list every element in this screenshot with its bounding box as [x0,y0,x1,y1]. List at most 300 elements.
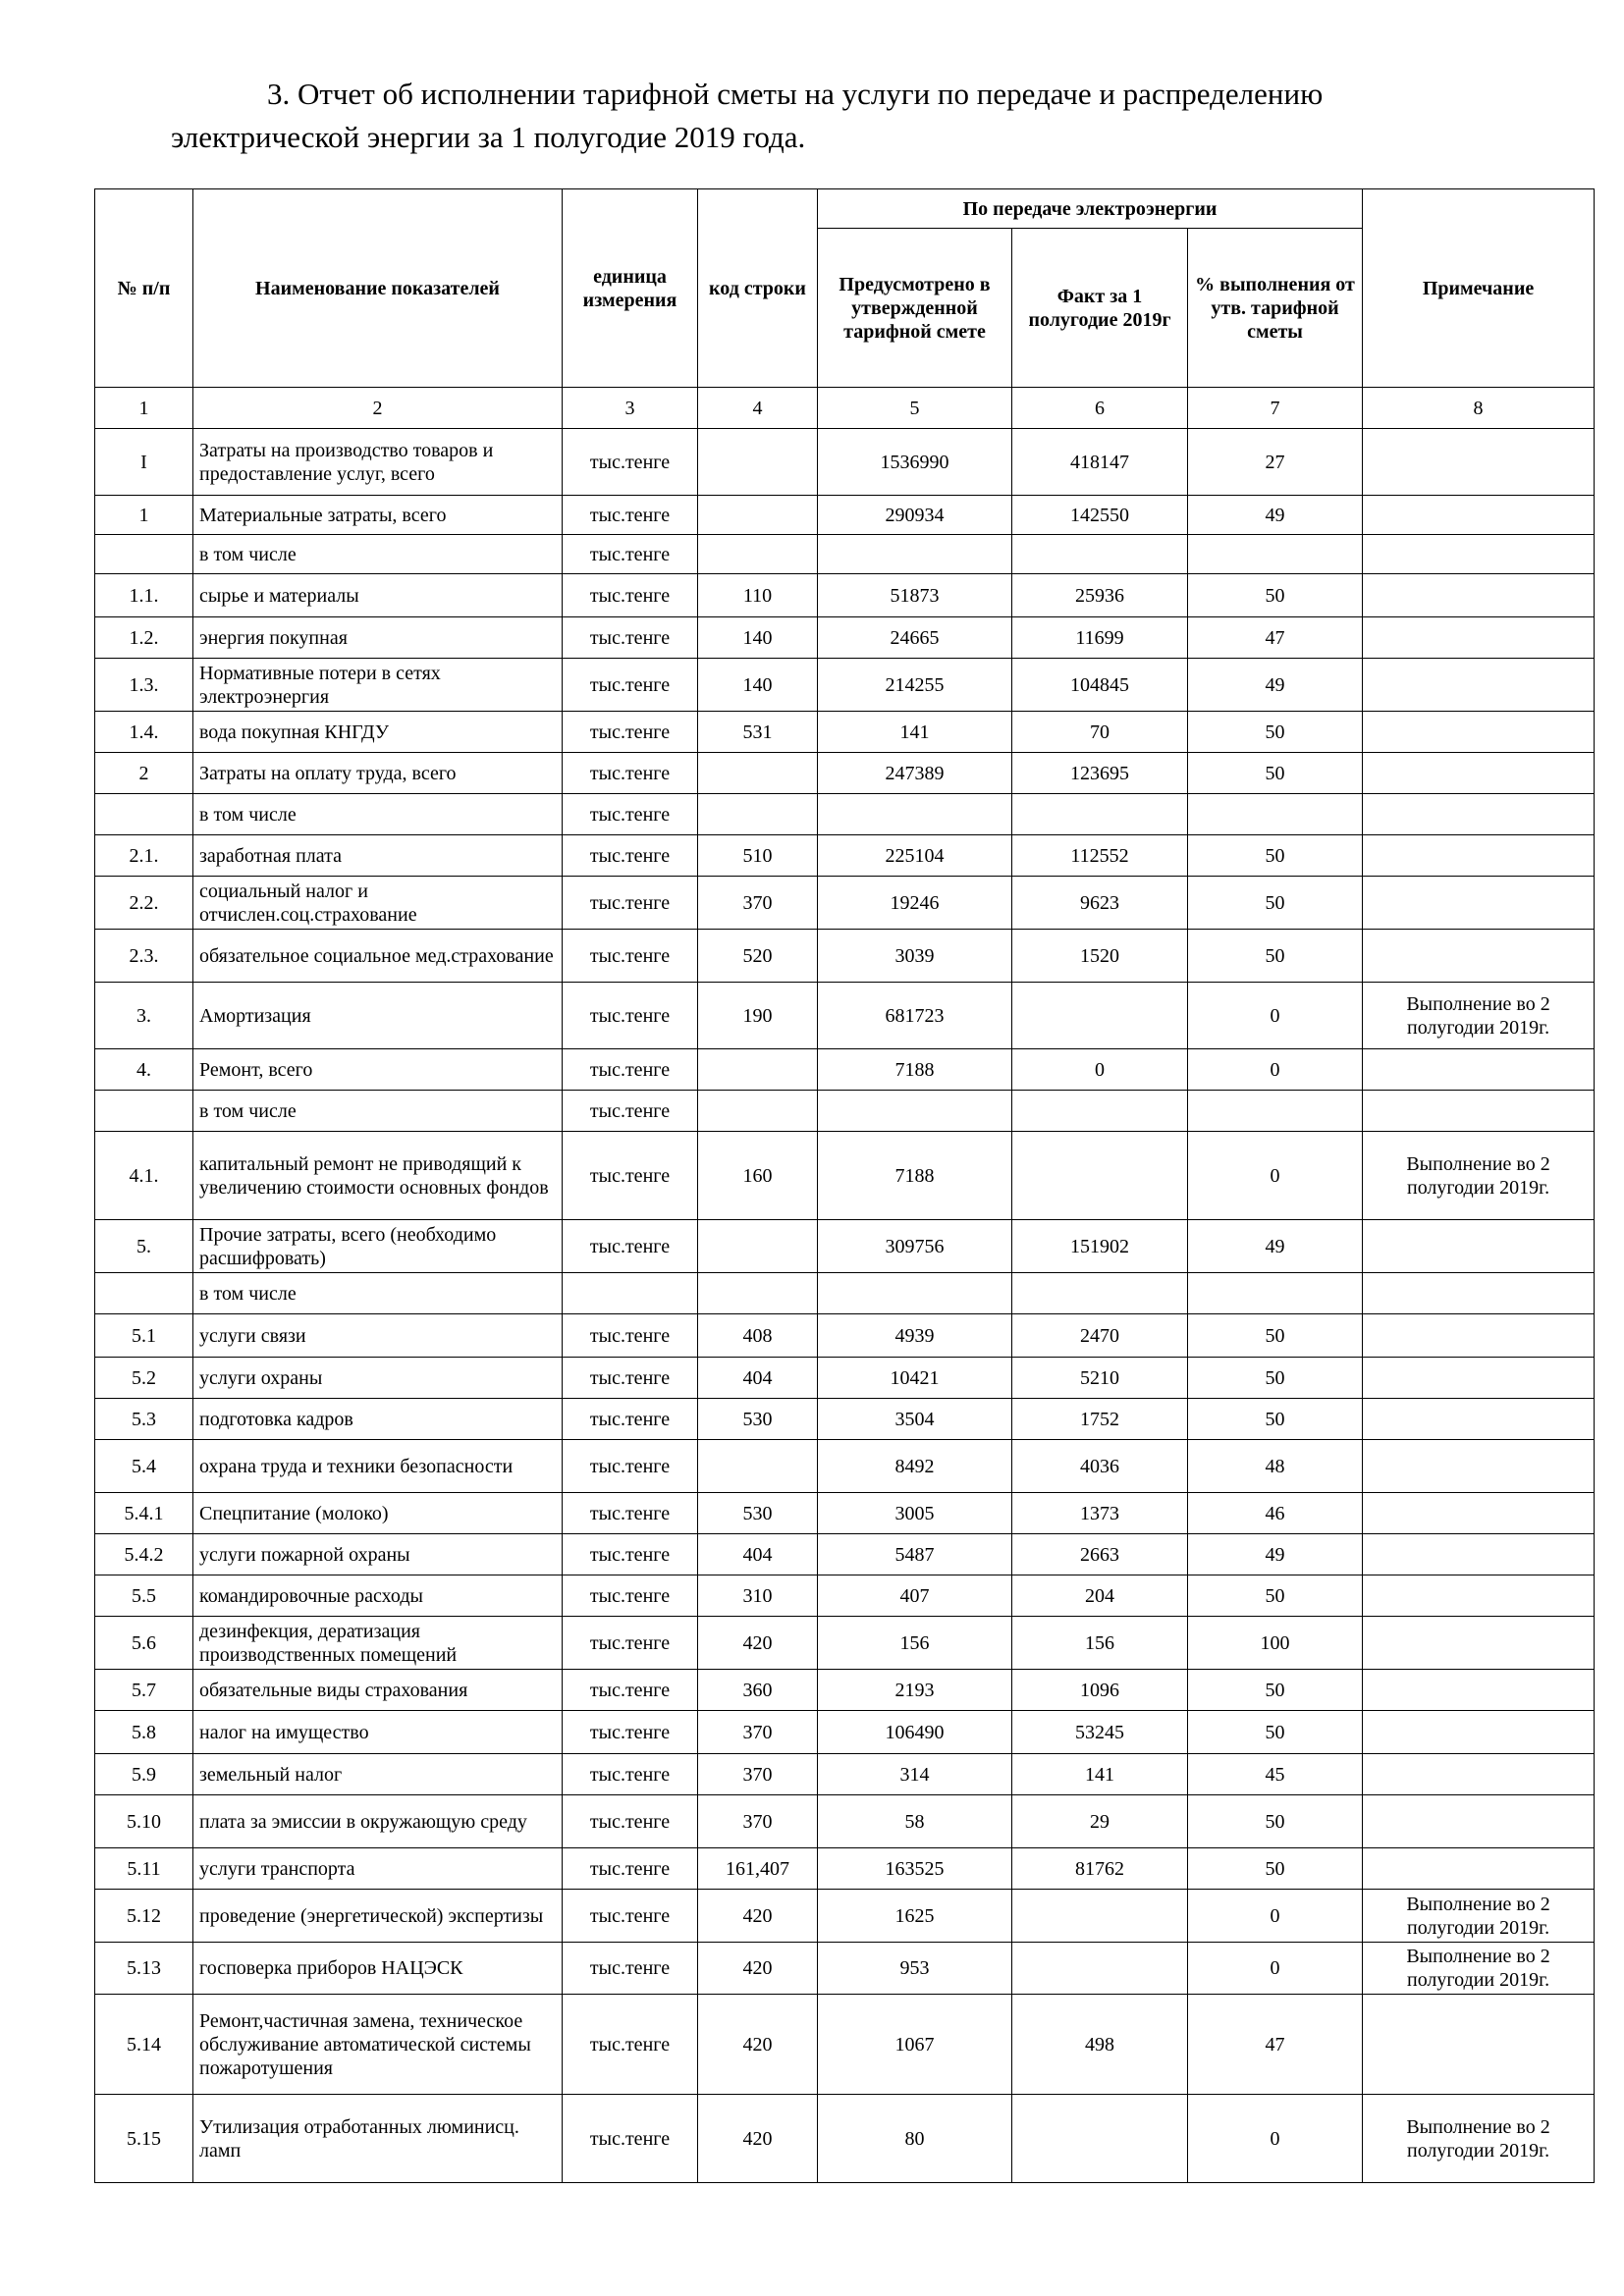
cell-fact: 5210 [1012,1358,1188,1399]
cell-code: 510 [698,835,818,877]
cell-name: Затраты на оплату труда, всего [193,753,563,794]
table-row [95,1314,1595,1358]
cell-code: 520 [698,930,818,983]
cell-unit: тыс.тенге [563,1314,698,1358]
cell-num: 2.1. [95,835,193,877]
header-group: По передаче электроэнергии [818,189,1363,229]
cell-unit: тыс.тенге [563,1440,698,1493]
col-number: 2 [193,388,563,429]
cell-name: подготовка кадров [193,1399,563,1440]
cell-planned: 3039 [818,930,1012,983]
table-body [95,388,1595,2183]
cell-percent: 50 [1188,1711,1363,1754]
table-row [95,1049,1595,1091]
cell-planned: 314 [818,1754,1012,1795]
cell-fact: 81762 [1012,1848,1188,1890]
cell-num [95,794,193,835]
cell-note [1363,1795,1595,1848]
cell-planned: 5487 [818,1534,1012,1575]
cell-num [95,1091,193,1132]
cell-percent: 49 [1188,659,1363,712]
cell-unit: тыс.тенге [563,1995,698,2095]
cell-name: Амортизация [193,983,563,1049]
cell-name: Утилизация отработанных люминисц. ламп [193,2095,563,2183]
cell-fact: 53245 [1012,1711,1188,1754]
cell-percent: 27 [1188,429,1363,496]
cell-unit: тыс.тенге [563,1220,698,1273]
cell-percent: 0 [1188,2095,1363,2183]
cell-code [698,1273,818,1314]
cell-planned: 407 [818,1575,1012,1617]
tariff-report-table [94,188,1595,2183]
cell-num [95,535,193,574]
cell-fact [1012,1890,1188,1943]
cell-planned [818,535,1012,574]
cell-num: 2.3. [95,930,193,983]
cell-planned: 106490 [818,1711,1012,1754]
cell-code: 360 [698,1670,818,1711]
cell-planned [818,1273,1012,1314]
cell-name: земельный налог [193,1754,563,1795]
table-row [95,1399,1595,1440]
cell-percent: 0 [1188,1132,1363,1220]
cell-unit: тыс.тенге [563,574,698,617]
cell-percent: 50 [1188,835,1363,877]
cell-name: услуги связи [193,1314,563,1358]
cell-note [1363,1399,1595,1440]
cell-note [1363,1848,1595,1890]
cell-note [1363,877,1595,930]
cell-num: 5.10 [95,1795,193,1848]
cell-name: услуги охраны [193,1358,563,1399]
cell-percent: 0 [1188,1890,1363,1943]
cell-note [1363,930,1595,983]
cell-fact [1012,1132,1188,1220]
cell-code: 420 [698,2095,818,2183]
cell-fact [1012,1273,1188,1314]
cell-note [1363,617,1595,659]
cell-percent: 0 [1188,1943,1363,1995]
cell-planned: 681723 [818,983,1012,1049]
cell-fact [1012,2095,1188,2183]
table-row [95,1493,1595,1534]
table-row [95,753,1595,794]
cell-unit: тыс.тенге [563,1617,698,1670]
table-row [95,535,1595,574]
cell-code [698,535,818,574]
cell-code: 531 [698,712,818,753]
cell-planned: 19246 [818,877,1012,930]
cell-fact: 1520 [1012,930,1188,983]
cell-code [698,496,818,535]
cell-fact: 123695 [1012,753,1188,794]
cell-num: 5.7 [95,1670,193,1711]
cell-fact: 141 [1012,1754,1188,1795]
cell-note [1363,1440,1595,1493]
cell-name: командировочные расходы [193,1575,563,1617]
col-number: 4 [698,388,818,429]
cell-planned: 4939 [818,1314,1012,1358]
cell-note [1363,1091,1595,1132]
cell-percent: 49 [1188,1534,1363,1575]
cell-fact: 29 [1012,1795,1188,1848]
cell-num: 1.2. [95,617,193,659]
cell-fact: 156 [1012,1617,1188,1670]
cell-fact: 9623 [1012,877,1188,930]
cell-planned: 141 [818,712,1012,753]
cell-planned [818,794,1012,835]
table-row [95,1091,1595,1132]
cell-code: 370 [698,1711,818,1754]
cell-percent: 50 [1188,753,1363,794]
header-percent: % выполнения от утв. тарифной сметы [1188,229,1363,388]
table-row [95,1220,1595,1273]
col-number: 1 [95,388,193,429]
table-row [95,1995,1595,2095]
cell-code: 370 [698,1754,818,1795]
column-number-row [95,388,1595,429]
cell-name: Ремонт, всего [193,1049,563,1091]
table-row [95,983,1595,1049]
cell-note [1363,429,1595,496]
cell-num: 1 [95,496,193,535]
header-fact: Факт за 1 полугодие 2019г [1012,229,1188,388]
cell-num: 5.1 [95,1314,193,1358]
report-title [171,73,1565,159]
header-num: № п/п [95,189,193,388]
cell-num: 5.11 [95,1848,193,1890]
cell-note [1363,794,1595,835]
cell-percent [1188,1273,1363,1314]
cell-unit: тыс.тенге [563,1890,698,1943]
cell-planned: 156 [818,1617,1012,1670]
cell-unit: тыс.тенге [563,496,698,535]
cell-planned: 58 [818,1795,1012,1848]
cell-fact [1012,794,1188,835]
cell-code [698,794,818,835]
cell-unit: тыс.тенге [563,1711,698,1754]
cell-percent: 50 [1188,1399,1363,1440]
cell-fact: 25936 [1012,574,1188,617]
cell-fact: 2663 [1012,1534,1188,1575]
cell-num: 5.3 [95,1399,193,1440]
cell-name: сырье и материалы [193,574,563,617]
cell-note [1363,1273,1595,1314]
col-number: 7 [1188,388,1363,429]
cell-name: услуги пожарной охраны [193,1534,563,1575]
cell-unit: тыс.тенге [563,1575,698,1617]
cell-num: 1.4. [95,712,193,753]
cell-percent [1188,535,1363,574]
cell-name: в том числе [193,535,563,574]
cell-percent: 47 [1188,1995,1363,2095]
cell-code [698,1049,818,1091]
cell-num: 4. [95,1049,193,1091]
cell-name: охрана труда и техники безопасности [193,1440,563,1493]
cell-note [1363,1049,1595,1091]
cell-code [698,1440,818,1493]
cell-unit: тыс.тенге [563,2095,698,2183]
cell-note [1363,1534,1595,1575]
cell-fact: 4036 [1012,1440,1188,1493]
cell-num: 1.3. [95,659,193,712]
cell-note [1363,1358,1595,1399]
cell-planned: 309756 [818,1220,1012,1273]
table-row [95,1575,1595,1617]
col-number: 3 [563,388,698,429]
cell-name: энергия покупная [193,617,563,659]
cell-note [1363,712,1595,753]
table-row [95,496,1595,535]
cell-planned: 3504 [818,1399,1012,1440]
cell-note [1363,1754,1595,1795]
cell-name: дезинфекция, дератизация производственных помещений [193,1617,563,1670]
cell-name: проведение (энергетической) экспертизы [193,1890,563,1943]
cell-num: 5.13 [95,1943,193,1995]
cell-unit: тыс.тенге [563,1848,698,1890]
cell-note [1363,1314,1595,1358]
cell-code: 370 [698,877,818,930]
cell-percent: 49 [1188,496,1363,535]
cell-unit: тыс.тенге [563,659,698,712]
cell-percent [1188,1091,1363,1132]
cell-note [1363,1995,1595,2095]
cell-unit: тыс.тенге [563,1670,698,1711]
cell-note [1363,496,1595,535]
table-row [95,794,1595,835]
cell-planned: 10421 [818,1358,1012,1399]
table-row [95,1890,1595,1943]
cell-code: 404 [698,1358,818,1399]
cell-name: Спецпитание (молоко) [193,1493,563,1534]
cell-unit: тыс.тенге [563,794,698,835]
cell-code: 530 [698,1399,818,1440]
cell-note [1363,574,1595,617]
cell-planned: 51873 [818,574,1012,617]
cell-name: в том числе [193,794,563,835]
cell-unit: тыс.тенге [563,1132,698,1220]
cell-fact: 0 [1012,1049,1188,1091]
cell-percent: 50 [1188,1795,1363,1848]
cell-planned [818,1091,1012,1132]
cell-name: обязательные виды страхования [193,1670,563,1711]
cell-percent: 50 [1188,1575,1363,1617]
table-row [95,1754,1595,1795]
cell-code: 404 [698,1534,818,1575]
cell-unit [563,1273,698,1314]
cell-planned: 163525 [818,1848,1012,1890]
cell-planned: 225104 [818,835,1012,877]
cell-code: 420 [698,1890,818,1943]
cell-fact: 2470 [1012,1314,1188,1358]
cell-name: заработная плата [193,835,563,877]
cell-unit: тыс.тенге [563,930,698,983]
col-number: 6 [1012,388,1188,429]
cell-unit: тыс.тенге [563,1399,698,1440]
cell-num [95,1273,193,1314]
cell-code: 530 [698,1493,818,1534]
table-row [95,1358,1595,1399]
cell-name: госповерка приборов НАЦЭСК [193,1943,563,1995]
cell-num: 1.1. [95,574,193,617]
cell-fact: 70 [1012,712,1188,753]
table-row [95,2095,1595,2183]
cell-unit: тыс.тенге [563,1049,698,1091]
col-number: 5 [818,388,1012,429]
cell-code: 110 [698,574,818,617]
cell-unit: тыс.тенге [563,753,698,794]
cell-num: 5.4 [95,1440,193,1493]
cell-percent: 45 [1188,1754,1363,1795]
cell-percent: 100 [1188,1617,1363,1670]
cell-note: Выполнение во 2 полугодии 2019г. [1363,1890,1595,1943]
cell-fact: 1373 [1012,1493,1188,1534]
cell-planned: 7188 [818,1049,1012,1091]
cell-name: капитальный ремонт не приводящий к увеличению стоимости основных фондов [193,1132,563,1220]
cell-unit: тыс.тенге [563,1943,698,1995]
cell-fact: 498 [1012,1995,1188,2095]
header-note: Примечание [1363,189,1595,388]
cell-planned: 7188 [818,1132,1012,1220]
cell-percent: 0 [1188,1049,1363,1091]
cell-name: Ремонт,частичная замена, техническое обслуживание автоматической системы пожаротушения [193,1995,563,2095]
cell-unit: тыс.тенге [563,1091,698,1132]
cell-fact: 104845 [1012,659,1188,712]
cell-planned: 1067 [818,1995,1012,2095]
cell-code: 190 [698,983,818,1049]
cell-fact [1012,983,1188,1049]
table-row [95,1534,1595,1575]
col-number: 8 [1363,388,1595,429]
cell-num: 5.5 [95,1575,193,1617]
cell-planned: 953 [818,1943,1012,1995]
cell-planned: 8492 [818,1440,1012,1493]
cell-code: 420 [698,1943,818,1995]
cell-num: 5.4.2 [95,1534,193,1575]
cell-num: 5.6 [95,1617,193,1670]
cell-num: 5.4.1 [95,1493,193,1534]
cell-note [1363,1670,1595,1711]
cell-note [1363,1711,1595,1754]
cell-fact: 11699 [1012,617,1188,659]
cell-num: 5.15 [95,2095,193,2183]
table-row [95,1943,1595,1995]
cell-name: в том числе [193,1091,563,1132]
table-row [95,1132,1595,1220]
table-row [95,659,1595,712]
cell-fact: 142550 [1012,496,1188,535]
table-row [95,1848,1595,1890]
header-row-1 [95,189,1595,229]
cell-note [1363,1220,1595,1273]
cell-fact: 151902 [1012,1220,1188,1273]
cell-planned: 290934 [818,496,1012,535]
cell-name: Прочие затраты, всего (необходимо расшифровать) [193,1220,563,1273]
cell-planned: 214255 [818,659,1012,712]
cell-planned: 1625 [818,1890,1012,1943]
cell-code: 160 [698,1132,818,1220]
header-planned: Предусмотрено в утвержденной тарифной смете [818,229,1012,388]
table-row [95,574,1595,617]
cell-name: социальный налог и отчислен.соц.страхование [193,877,563,930]
cell-unit: тыс.тенге [563,712,698,753]
cell-unit: тыс.тенге [563,983,698,1049]
cell-unit: тыс.тенге [563,429,698,496]
table-row [95,429,1595,496]
table-row [95,930,1595,983]
cell-note [1363,753,1595,794]
cell-unit: тыс.тенге [563,535,698,574]
cell-planned: 2193 [818,1670,1012,1711]
cell-percent: 47 [1188,617,1363,659]
cell-name: вода покупная КНГДУ [193,712,563,753]
cell-percent: 50 [1188,712,1363,753]
header-unit: единица измерения [563,189,698,388]
cell-name: Затраты на производство товаров и предоставление услуг, всего [193,429,563,496]
table-row [95,1273,1595,1314]
cell-fact [1012,535,1188,574]
cell-percent: 50 [1188,930,1363,983]
cell-name: в том числе [193,1273,563,1314]
cell-code [698,429,818,496]
cell-num: 2 [95,753,193,794]
cell-num: 5.14 [95,1995,193,2095]
cell-note [1363,1575,1595,1617]
cell-note: Выполнение во 2 полугодии 2019г. [1363,1943,1595,1995]
cell-code: 420 [698,1995,818,2095]
cell-fact: 1096 [1012,1670,1188,1711]
cell-num: 2.2. [95,877,193,930]
cell-percent: 48 [1188,1440,1363,1493]
table-row [95,835,1595,877]
cell-code: 161,407 [698,1848,818,1890]
table-row [95,1795,1595,1848]
cell-num: 3. [95,983,193,1049]
cell-percent: 46 [1188,1493,1363,1534]
cell-name: Материальные затраты, всего [193,496,563,535]
cell-unit: тыс.тенге [563,1795,698,1848]
cell-unit: тыс.тенге [563,877,698,930]
title-line-1: 3. Отчет об исполнении тарифной сметы на услуги по передаче и распределению [267,77,1324,111]
cell-note [1363,835,1595,877]
table-row [95,1711,1595,1754]
table-row [95,712,1595,753]
cell-name: обязательное социальное мед.страхование [193,930,563,983]
cell-note: Выполнение во 2 полугодии 2019г. [1363,1132,1595,1220]
cell-percent: 50 [1188,574,1363,617]
cell-percent: 50 [1188,877,1363,930]
cell-code [698,1220,818,1273]
cell-num: 4.1. [95,1132,193,1220]
cell-num: 5.2 [95,1358,193,1399]
cell-percent: 50 [1188,1670,1363,1711]
cell-num: 5. [95,1220,193,1273]
cell-num: 5.8 [95,1711,193,1754]
cell-percent: 49 [1188,1220,1363,1273]
cell-num: I [95,429,193,496]
header-code: код строки [698,189,818,388]
cell-note: Выполнение во 2 полугодии 2019г. [1363,983,1595,1049]
cell-note [1363,535,1595,574]
cell-fact: 112552 [1012,835,1188,877]
cell-unit: тыс.тенге [563,1358,698,1399]
table-row [95,1617,1595,1670]
header-name: Наименование показателей [193,189,563,388]
cell-percent [1188,794,1363,835]
cell-code [698,1091,818,1132]
cell-num: 5.9 [95,1754,193,1795]
cell-fact [1012,1943,1188,1995]
